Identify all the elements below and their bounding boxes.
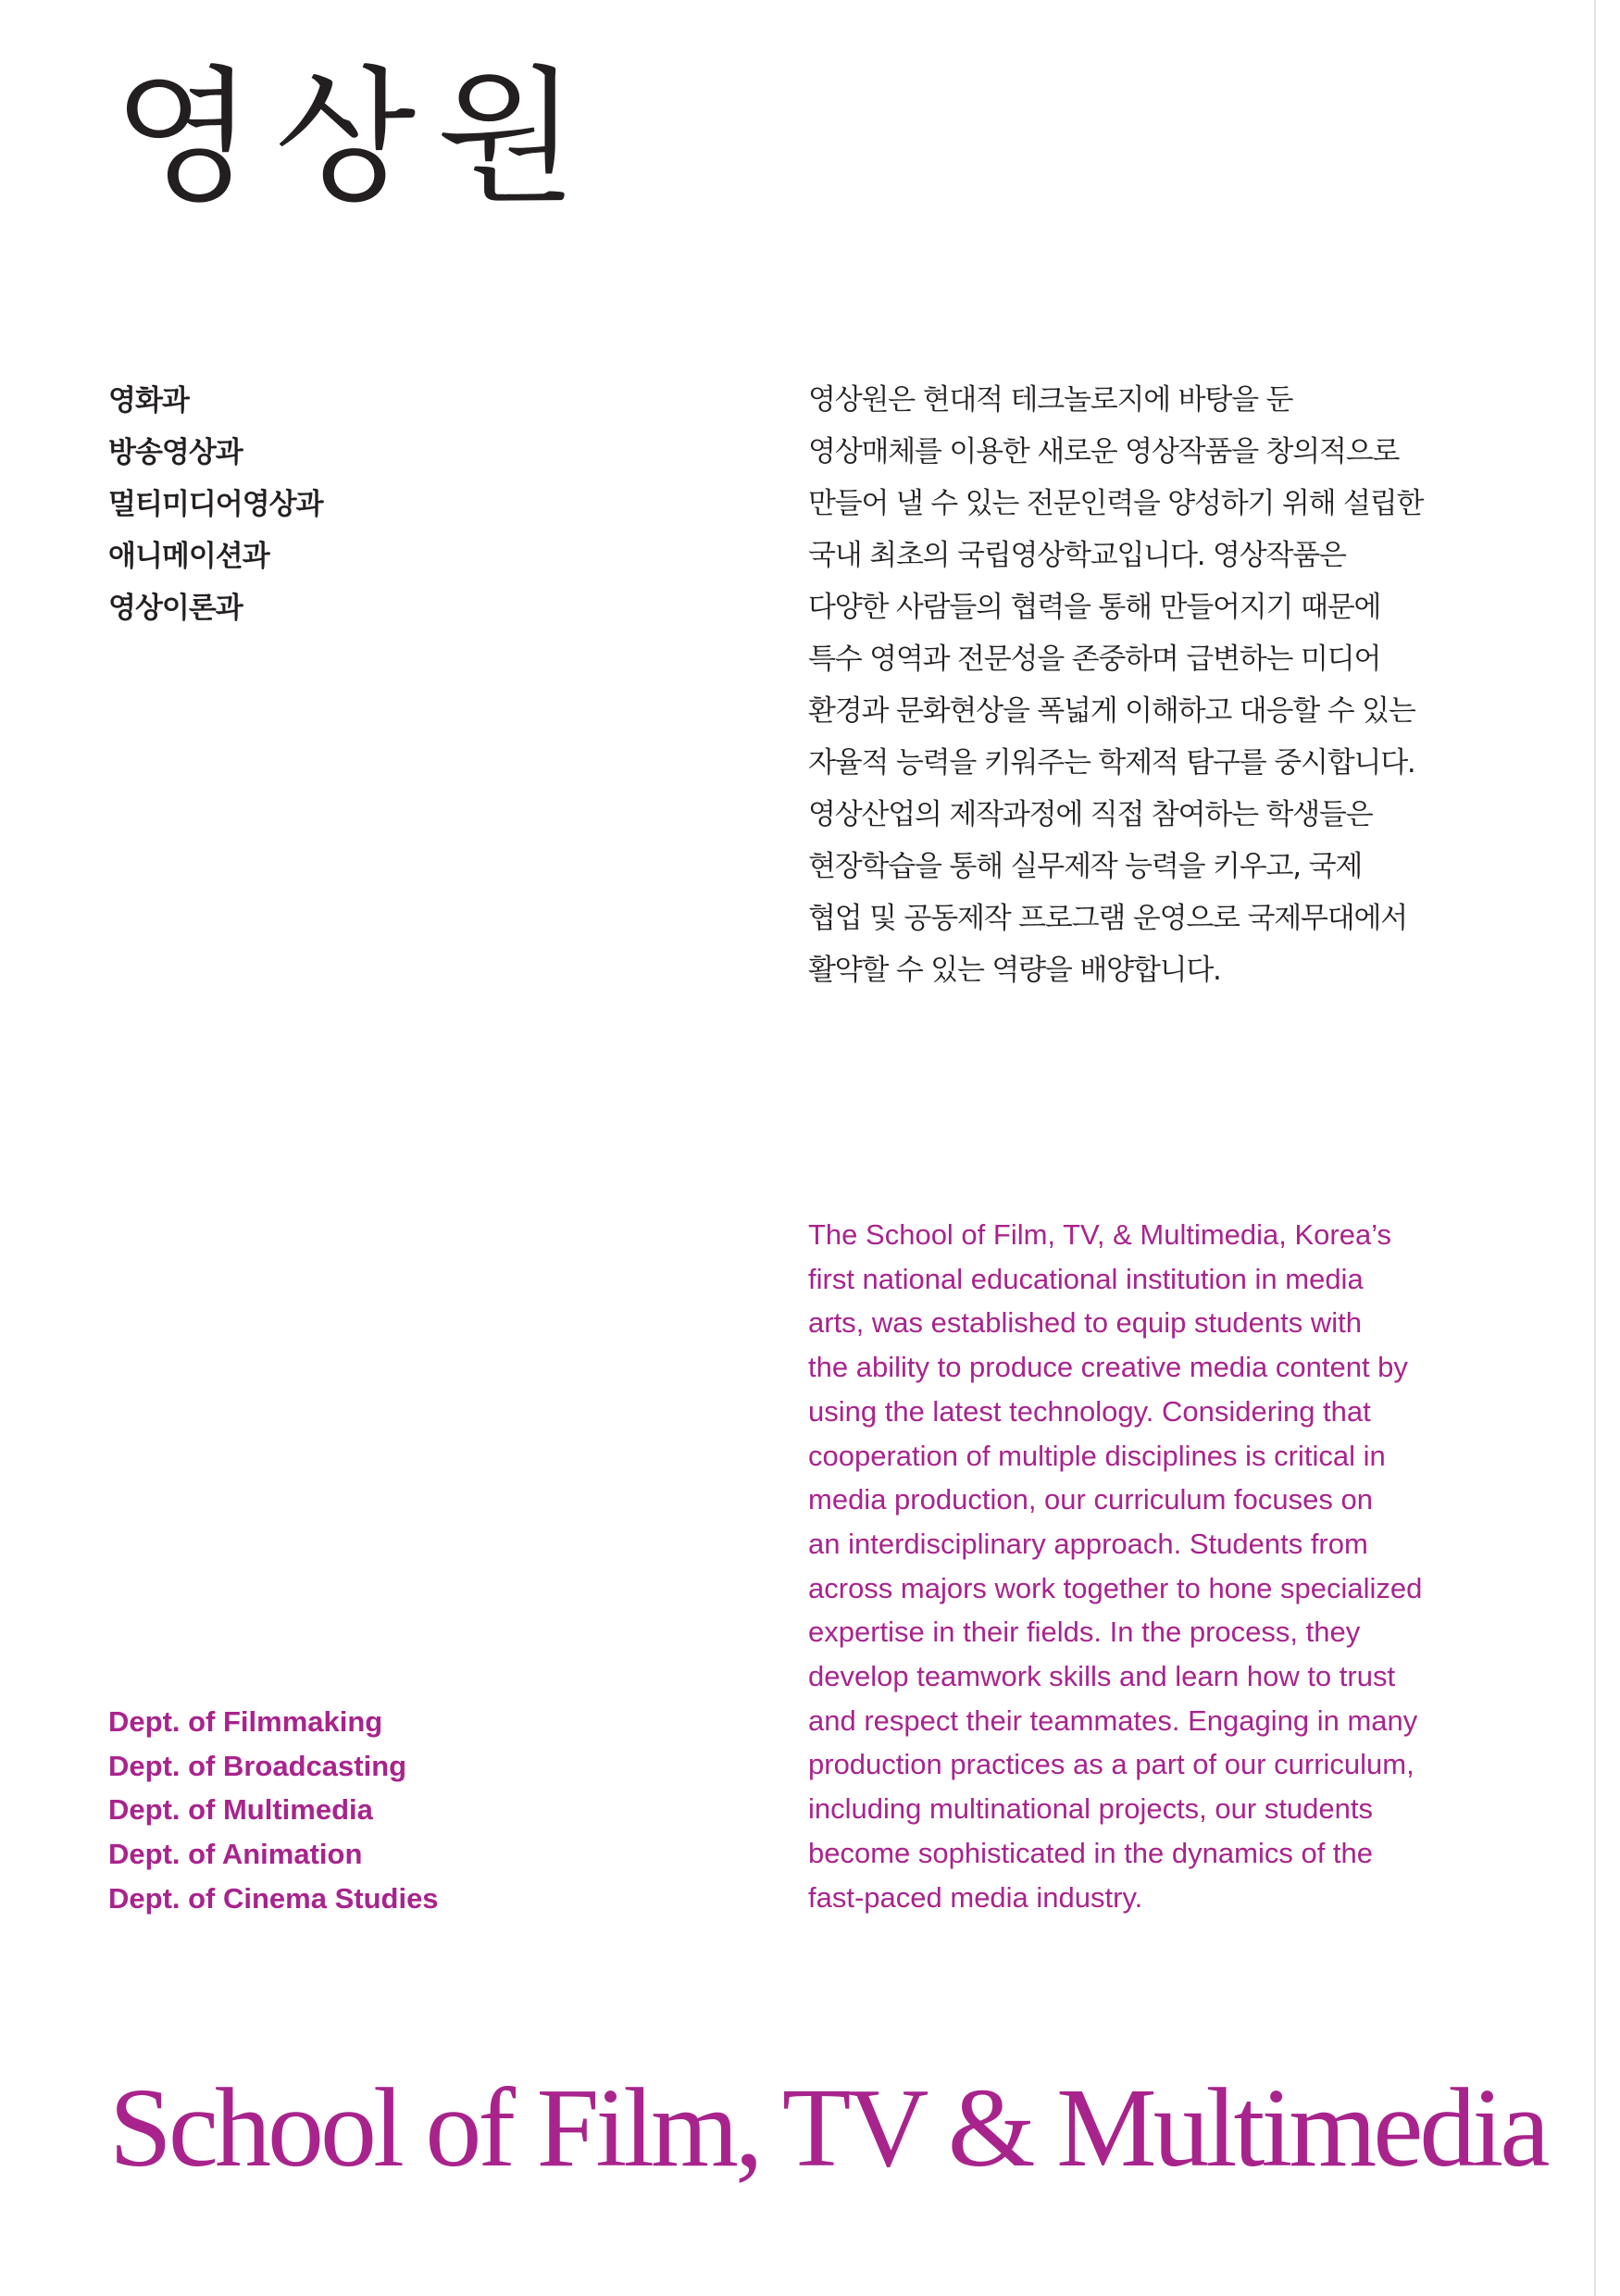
english-description-line: an interdisciplinary approach. Students from xyxy=(808,1527,1368,1560)
korean-department-item: 멀티미디어영상과 xyxy=(108,488,323,521)
korean-description-line: 영상산업의 제작과정에 직접 참여하는 학생들은 xyxy=(808,798,1373,831)
korean-department-item: 영화과 xyxy=(108,384,189,418)
page-edge-divider xyxy=(1594,0,1596,2296)
english-description-line: across majors work together to hone specialized xyxy=(808,1571,1423,1604)
english-department-item: Dept. of Animation xyxy=(108,1838,363,1871)
english-department-list xyxy=(108,1700,439,1921)
korean-department-item: 방송영상과 xyxy=(108,436,243,469)
korean-description-line: 다양한 사람들의 협력을 통해 만들어지기 때문에 xyxy=(808,591,1381,624)
english-description-line: media production, our curriculum focuses on xyxy=(808,1483,1373,1516)
korean-department-item: 애니메이션과 xyxy=(108,540,269,573)
korean-description-line: 국내 최초의 국립영상학교입니다. 영상작품은 xyxy=(808,539,1346,572)
korean-description xyxy=(808,374,1456,996)
korean-description-line: 영상매체를 이용한 새로운 영상작품을 창의적으로 xyxy=(808,435,1400,468)
korean-description-line: 활약할 수 있는 역량을 배양합니다. xyxy=(808,954,1221,987)
korean-description-line: 현장학습을 통해 실무제작 능력을 키우고, 국제 xyxy=(808,850,1363,883)
english-description-line: production practices as a part of our curriculum, xyxy=(808,1748,1414,1781)
korean-description-line: 협업 및 공동제작 프로그램 운영으로 국제무대에서 xyxy=(808,902,1407,935)
korean-description-line: 환경과 문화현상을 폭넓게 이해하고 대응할 수 있는 xyxy=(808,694,1415,728)
english-description-line: become sophisticated in the dynamics of the xyxy=(808,1836,1374,1869)
korean-department-item: 영상이론과 xyxy=(108,592,243,625)
english-description-line: arts, was established to equip students with xyxy=(808,1306,1362,1340)
english-department-item: Dept. of Cinema Studies xyxy=(108,1881,439,1915)
english-description-line: using the latest technology. Considering that xyxy=(808,1394,1371,1428)
english-school-title: School of Film, TV & Multimedia xyxy=(109,2065,1547,2190)
english-description-line: expertise in their fields. In the process, they xyxy=(808,1616,1361,1649)
korean-description-line: 자율적 능력을 키워주는 학제적 탐구를 중시합니다. xyxy=(808,746,1415,780)
korean-description-line: 특수 영역과 전문성을 존중하며 급변하는 미디어 xyxy=(808,643,1381,676)
english-description-line: including multinational projects, our students xyxy=(808,1792,1374,1826)
korean-department-list xyxy=(108,375,323,634)
english-description-line: and respect their teammates. Engaging in many xyxy=(808,1703,1418,1737)
korean-school-title: 영상원 xyxy=(113,53,598,223)
english-department-item: Dept. of Multimedia xyxy=(108,1793,373,1827)
korean-description-line: 만들어 낼 수 있는 전문인력을 양성하기 위해 설립한 xyxy=(808,487,1424,520)
english-description-line: first national educational institution in media xyxy=(808,1262,1364,1295)
english-description-line: develop teamwork skills and learn how to trust xyxy=(808,1660,1396,1693)
english-department-item: Dept. of Filmmaking xyxy=(108,1705,383,1738)
english-description xyxy=(808,1213,1484,1919)
english-description-line: the ability to produce creative media content by xyxy=(808,1351,1408,1384)
english-department-item: Dept. of Broadcasting xyxy=(108,1749,407,1782)
english-description-line: cooperation of multiple disciplines is critical in xyxy=(808,1439,1386,1472)
english-description-line: fast-paced media industry. xyxy=(808,1880,1143,1914)
korean-description-line: 영상원은 현대적 테크놀로지에 바탕을 둔 xyxy=(808,383,1293,417)
english-description-line: The School of Film, TV, & Multimedia, Korea’s xyxy=(808,1218,1392,1251)
